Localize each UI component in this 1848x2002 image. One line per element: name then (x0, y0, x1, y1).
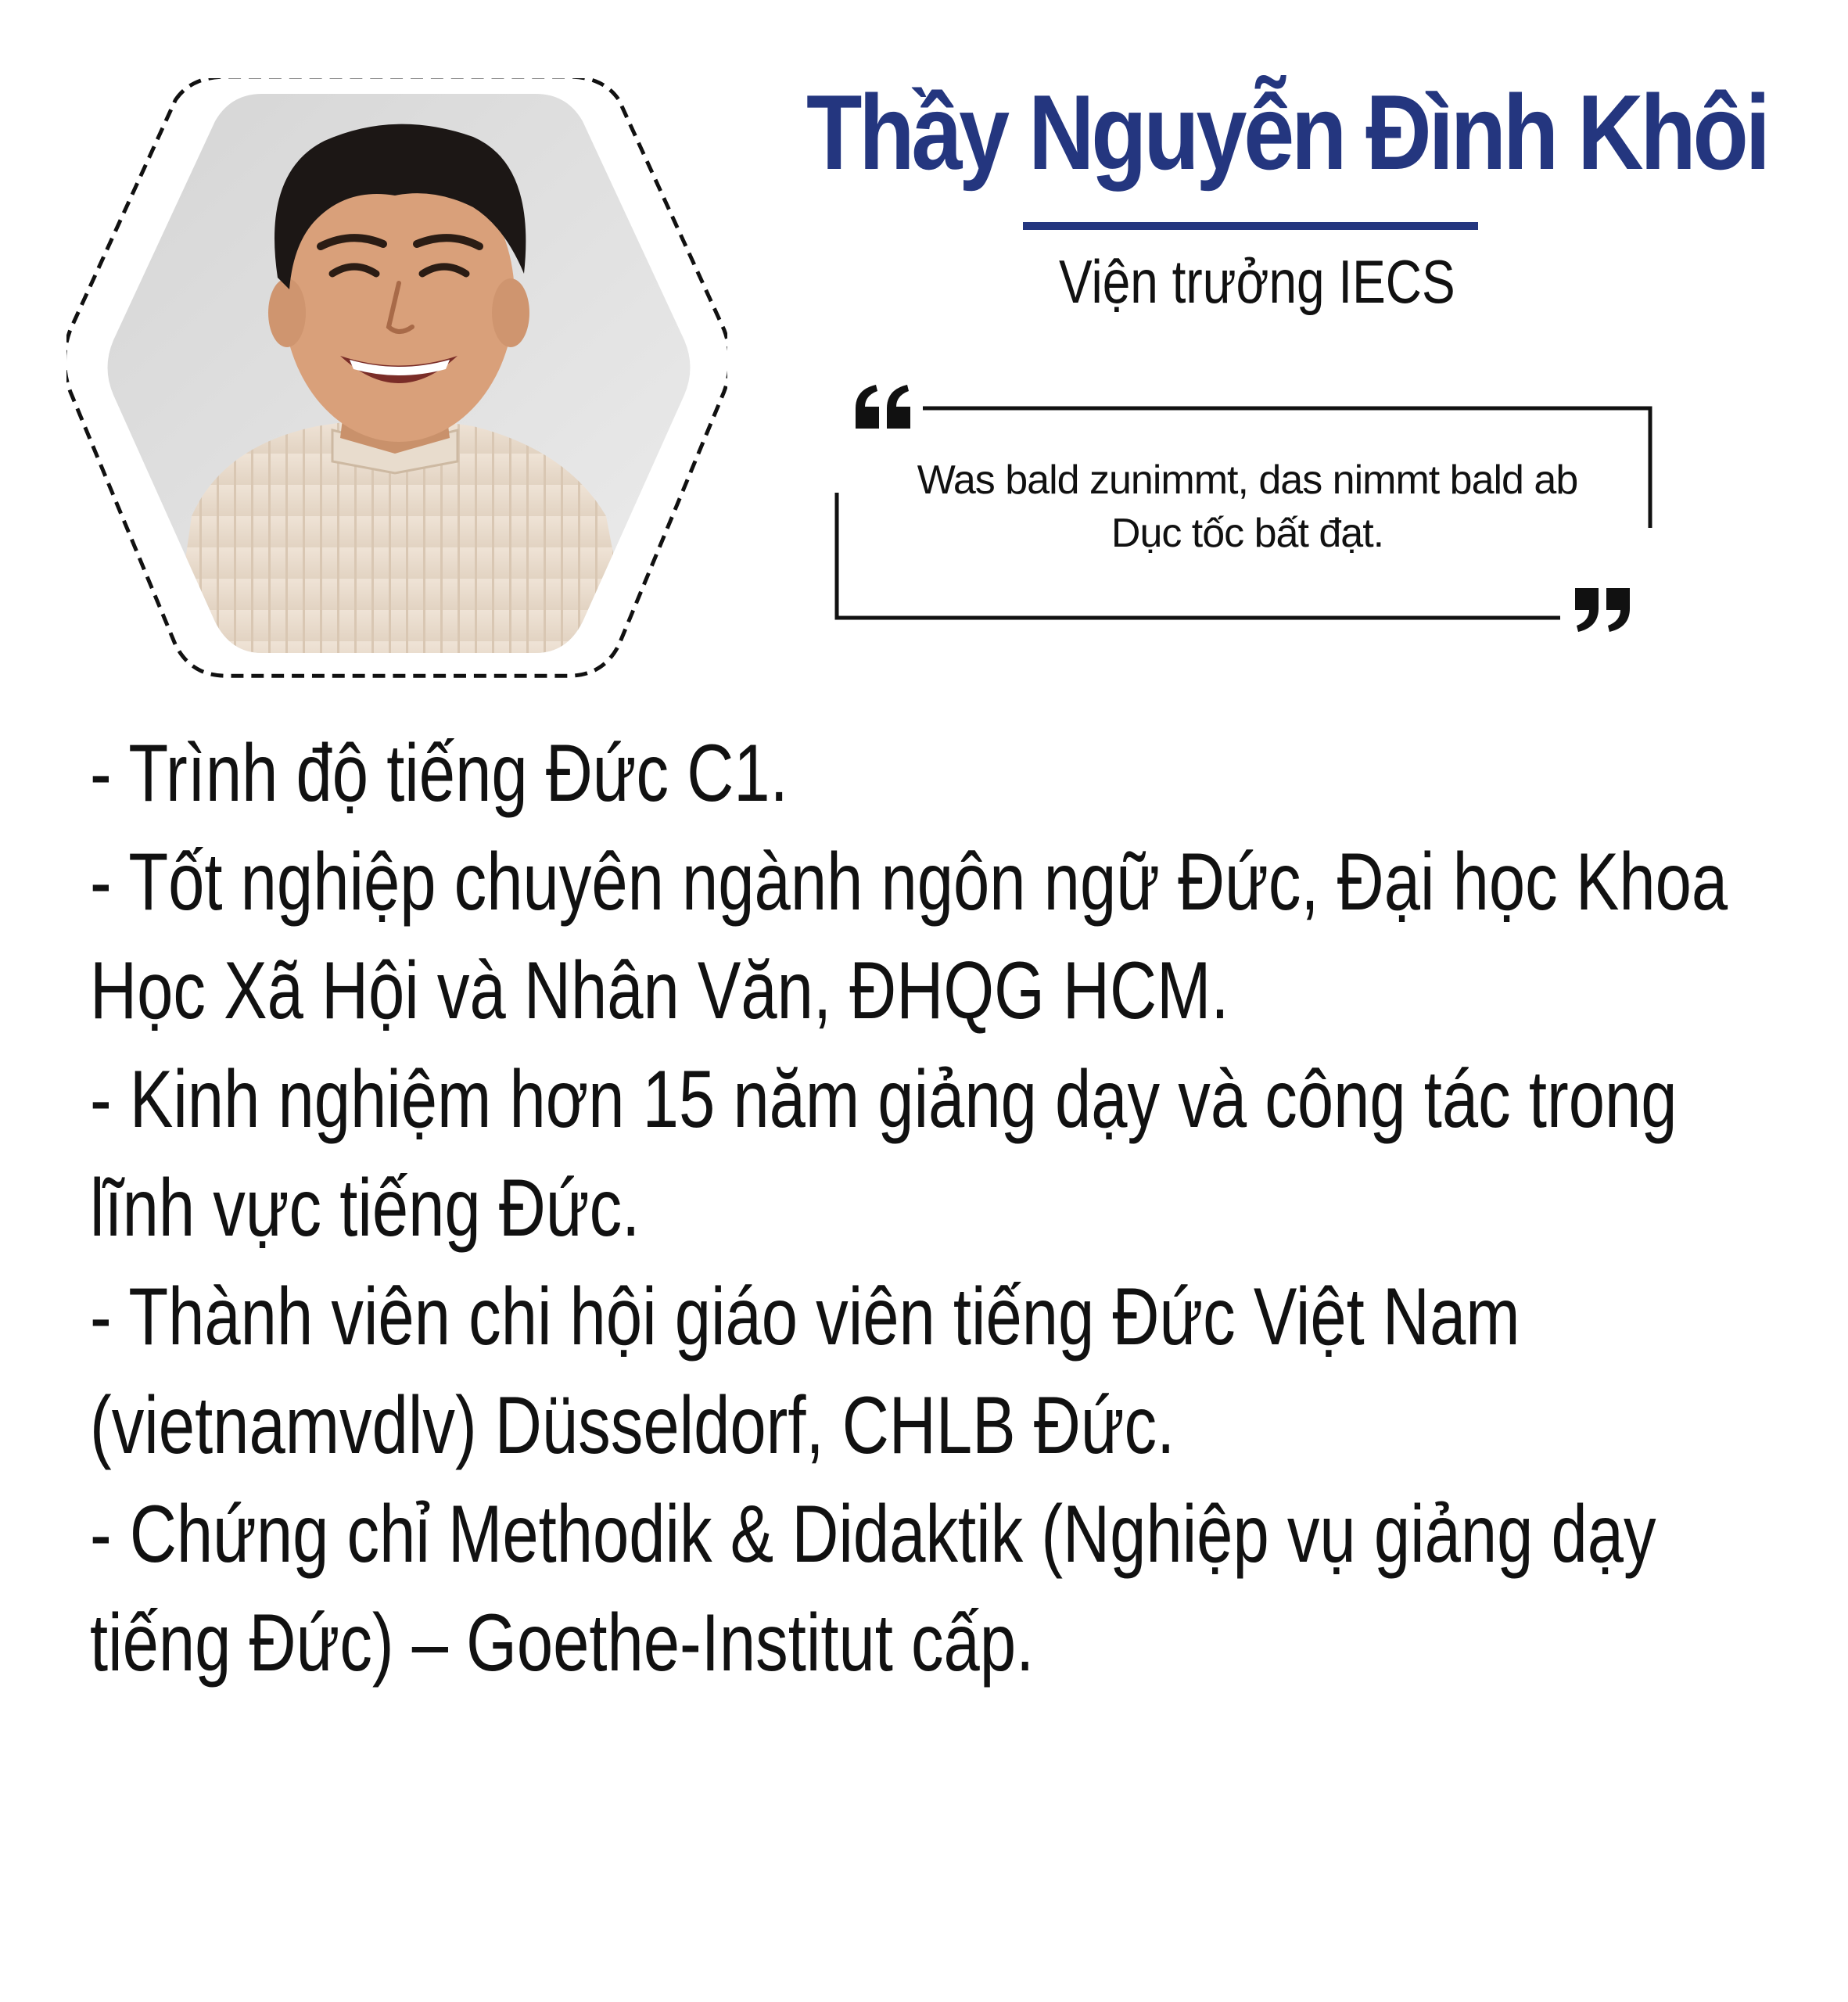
quote-line: Was bald zunimmt, das nimmt bald ab (917, 457, 1578, 503)
portrait-frame (66, 78, 727, 680)
name-underline (1023, 222, 1478, 230)
teacher-role: Viện trưởng IECS (1059, 247, 1455, 316)
teacher-name: Thầy Nguyễn Đình Khôi (806, 73, 1767, 192)
portrait-photo (66, 78, 727, 680)
close-quote-icon (1572, 587, 1634, 633)
bio-list (90, 719, 1810, 1698)
bio-item: - Kinh nghiệm hơn 15 năm giảng dạy và công tác trong lĩnh vực tiếng Đức. (90, 1054, 1678, 1254)
bio-item: - Chứng chỉ Methodik & Didaktik (Nghiệp vụ giảng dạy tiếng Đức) – Goethe-Institut cấp. (90, 1489, 1656, 1688)
bio-item: - Thành viên chi hội giáo viên tiếng Đức Việt Nam (vietnamvdlv) Düsseldorf, CHLB Đức. (90, 1272, 1520, 1471)
quote-text (876, 454, 1619, 560)
quote-box (829, 375, 1666, 633)
bio-item: - Tốt nghiệp chuyên ngành ngôn ngữ Đức, Đại học Khoa Học Xã Hội và Nhân Văn, ĐHQG HCM. (90, 837, 1728, 1036)
bio-item: - Trình độ tiếng Đức C1. (90, 728, 788, 819)
open-quote-icon (852, 383, 915, 430)
quote-line: Dục tốc bất đạt. (1111, 511, 1384, 556)
